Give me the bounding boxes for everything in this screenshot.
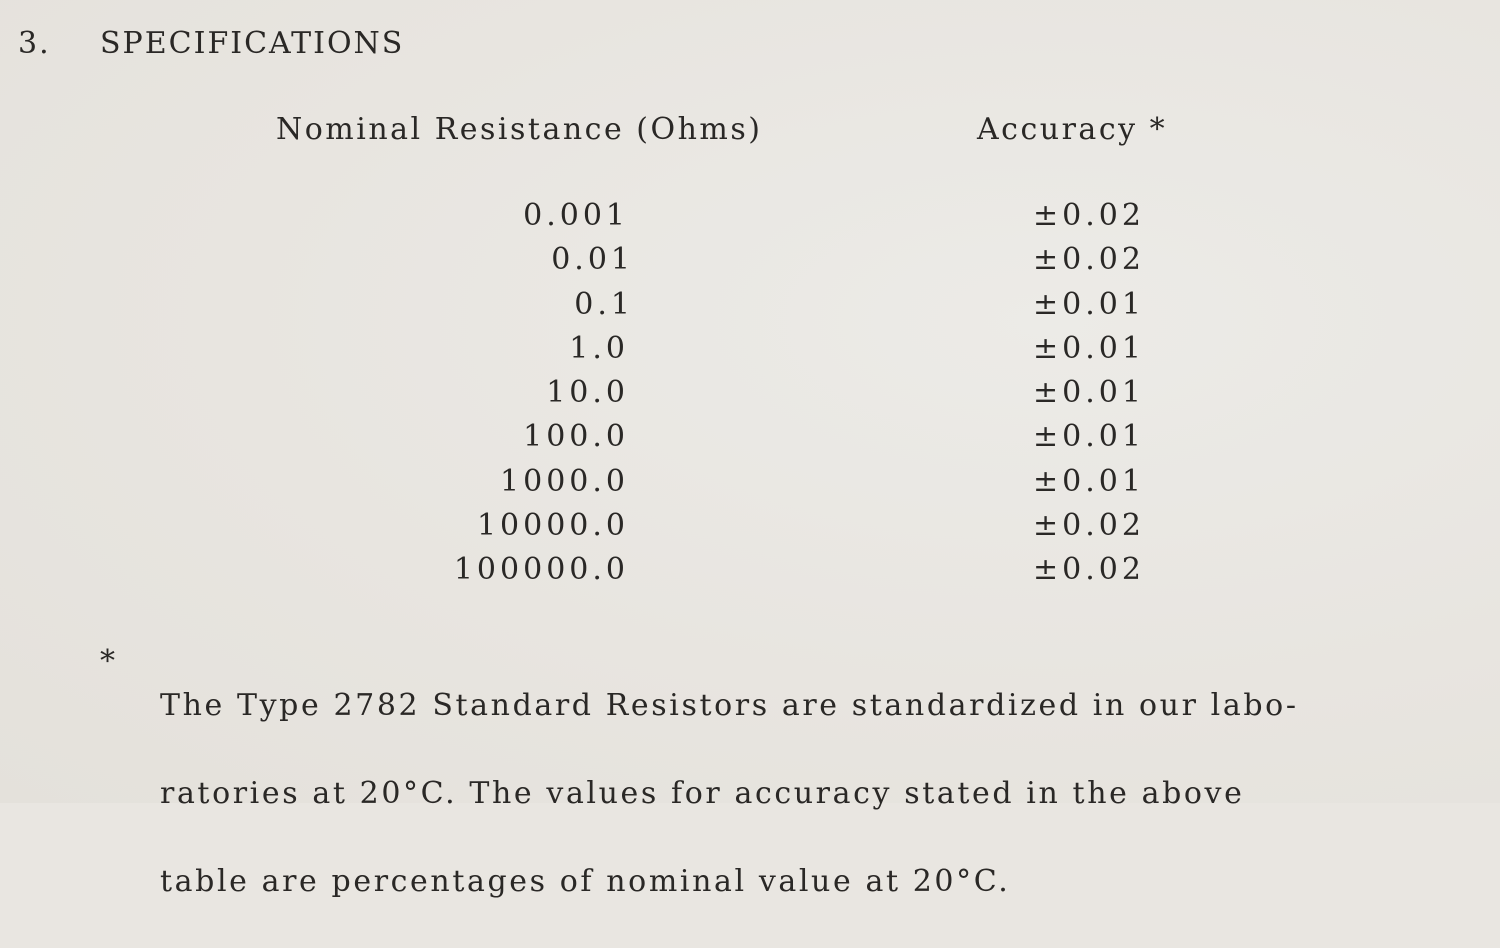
accuracy-value: ±0.01 [1033, 419, 1145, 455]
table-row [0, 419, 1500, 463]
table-row [0, 198, 1500, 242]
section-title: SPECIFICATIONS [100, 26, 405, 61]
table-row [0, 508, 1500, 552]
footnote-line: table are percentages of nominal value at 20°C. [160, 864, 1011, 899]
table-row [0, 464, 1500, 508]
specifications-table [0, 198, 1500, 597]
resistance-value: 0.001 [523, 198, 629, 233]
footnote-line: ratories at 20°C. The values for accuracy stated in the above [160, 776, 1245, 811]
resistance-value: 100000.0 [453, 552, 629, 588]
resistance-value: 10000.0 [476, 508, 629, 544]
section-number: 3. [18, 26, 51, 61]
resistance-value: 1.0 [569, 330, 629, 366]
accuracy-value: ±0.01 [1033, 463, 1145, 499]
accuracy-value: ±0.01 [1033, 330, 1145, 366]
table-row [0, 242, 1500, 286]
resistance-value: 0.1 [574, 286, 634, 322]
table-row [0, 331, 1500, 375]
accuracy-column-header: Accuracy * [977, 112, 1168, 147]
accuracy-value: ±0.02 [1033, 552, 1145, 588]
footnote-text [160, 640, 1460, 948]
footnote-marker: * [100, 644, 118, 679]
accuracy-value: ±0.02 [1033, 508, 1145, 544]
resistance-value: 100.0 [523, 419, 629, 455]
accuracy-value: ±0.02 [1033, 242, 1145, 278]
accuracy-value: ±0.01 [1033, 286, 1145, 322]
table-row [0, 552, 1500, 596]
accuracy-value: ±0.01 [1033, 375, 1145, 411]
table-row [0, 287, 1500, 331]
accuracy-footnote [100, 640, 1460, 948]
footnote-line: The Type 2782 Standard Resistors are standardized in our labo- [160, 688, 1299, 723]
resistance-value: 1000.0 [500, 463, 629, 499]
section-heading [18, 26, 404, 61]
accuracy-value: ±0.02 [1033, 198, 1145, 233]
resistance-value: 10.0 [546, 375, 629, 411]
resistance-column-header: Nominal Resistance (Ohms) [276, 112, 763, 147]
resistance-value: 0.01 [551, 242, 634, 278]
table-row [0, 375, 1500, 419]
